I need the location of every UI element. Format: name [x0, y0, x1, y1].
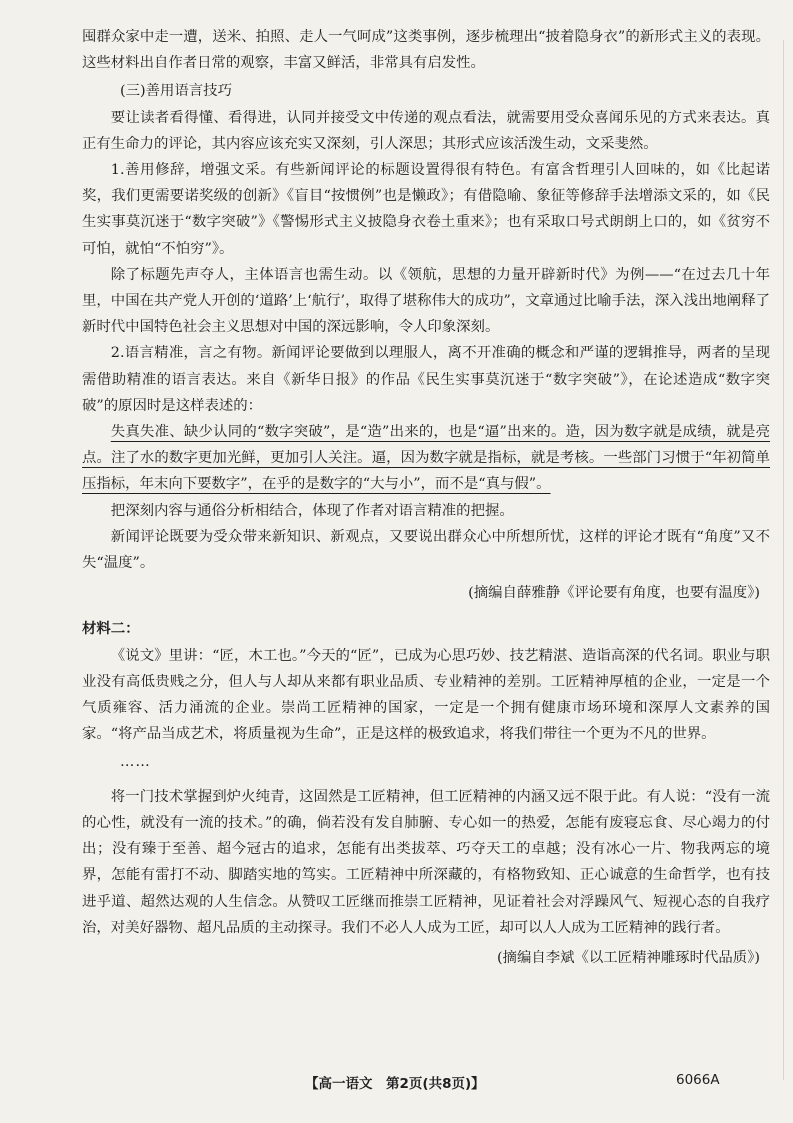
- page-body: [82, 24, 770, 971]
- paragraph-precision: 2.语言精准，言之有物。新闻评论要做到以理服人，离不开准确的概念和严谨的逻辑推导，两者的呈现需借助精准的语言表达。来自《新华日报》的作品《民生实事莫沉迷于“数字突破”》，在论述造成“数字突破”的原因时是这样表述的：: [82, 345, 770, 414]
- page-edge-line: [783, 40, 784, 1080]
- section-heading-3: (三)善用语言技巧: [120, 83, 232, 100]
- footer-paper-code: 6066A: [676, 1072, 720, 1088]
- material-two-heading: 材料二：: [82, 620, 140, 638]
- footer-page-label: 【高一语文 第2页(共8页)】: [305, 1076, 485, 1092]
- paragraph-summary: 把深刻内容与通俗分析相结合，体现了作者对语言精准的把握。: [110, 502, 514, 519]
- ellipsis-mark: ……: [120, 754, 151, 771]
- paragraph-intro: 要让读者看得懂、看得进，认同并接受文中传递的观点看法，就需要用受众喜闻乐见的方式来表达。真正有生命力的评论，其内容应该充实又深刻，引人深思；其形式应该活泼生动，文采斐然。: [82, 109, 770, 152]
- paragraph-craftsman: 《说文》里讲：“匠，木工也。”今天的“匠”，已成为心思巧妙、技艺精湛、造诣高深的代名词。职业与职业没有高低贵贱之分，但人与人却从来都有职业品质、专业精神的差别。工匠精神厚植的企业，一定是一个气质雍容、活力涌流的企业。崇尚工匠精神的国家，一定是一个拥有健康市场环境和深厚人文素养的国家。“将产品当成艺术，将质量视为生命”，正是这样的极致追求，将我们带往一个更为不凡的世界。: [82, 647, 770, 743]
- page-footer: [0, 1072, 793, 1102]
- paragraph-conclusion: 新闻评论既要为受众带来新知识、新观点，又要说出群众心中所想所忧，这样的评论才既有“角度”又不失“温度”。: [82, 528, 770, 572]
- source-citation-1: (摘编自薛雅静《评论要有角度，也要有温度》): [468, 585, 760, 602]
- source-citation-2: (摘编自李斌《以工匠精神雕琢时代品质》): [496, 949, 760, 966]
- paragraph-body-language: 除了标题先声夺人，主体语言也需生动。以《领航，思想的力量开辟新时代》为例——“在过去几十年里，中国在共产党人开创的‘道路’上‘航行’，取得了堪称伟大的成功”，文章通过比喻手法，深入浅出地阐释了新时代中国特色社会主义思想对中国的深远影响，令人印象深刻。: [82, 266, 770, 336]
- paragraph-craftsman-spirit: 将一门技术掌握到炉火纯青，这固然是工匠精神，但工匠精神的内涵又远不限于此。有人说：“没有一流的心性，就没有一流的技术。”的确，倘若没有发自肺腑、专心如一的热爱，怎能有废寝忘食、尽心竭力的付出；没有臻于至善、超今冠古的追求，怎能有出类拔萃、巧夺天工的卓越；没有冰心一片、物我两忘的境界，怎能有雷打不动、脚踏实地的笃实。工匠精神中所深藏的，有格物致知、正心诚意的生命哲学，也有技进乎道、超然达观的人生信念。从赞叹工匠继而推崇工匠精神，见证着社会对浮躁风气、短视心态的自我疗治，对美好器物、超凡品质的主动探寻。我们不必人人成为工匠，却可以人人成为工匠精神的践行者。: [82, 788, 770, 936]
- paragraph-continued: 囤群众家中走一遭，送米、拍照、走人一气呵成”这类事例，逐步梳理出“披着隐身衣”的新形式主义的表现。这些材料出自作者日常的观察，丰富又鲜活，非常具有启发性。: [82, 29, 770, 72]
- paragraph-rhetoric: 1.善用修辞，增强文采。有些新闻评论的标题设置得很有特色。有富含哲理引人回味的，如《比起诺奖，我们更需要诺奖级的创新》《盲目“按惯例”也是懒政》；有借隐喻、象征等修辞手法增添文采的，如《民生实事莫沉迷于“数字突破”》《警惕形式主义披隐身衣卷土重来》；也有采取口号式朗朗上口的，如《贫穷不可怕，就怕“不怕穷”》。: [82, 162, 770, 257]
- underlined-quotation: 失真失准、缺少认同的“数字突破”，是“造”出来的，也是“逼”出来的。造，因为数字就是成绩，就是亮点。注了水的数字更加光鲜，更加引人关注。逼，因为数字就是指标，就是考核。一些部门习惯于“年初简单压指标，年末向下要数字”，在乎的是数字的“大与小”，而不是“真与假”。: [82, 424, 770, 493]
